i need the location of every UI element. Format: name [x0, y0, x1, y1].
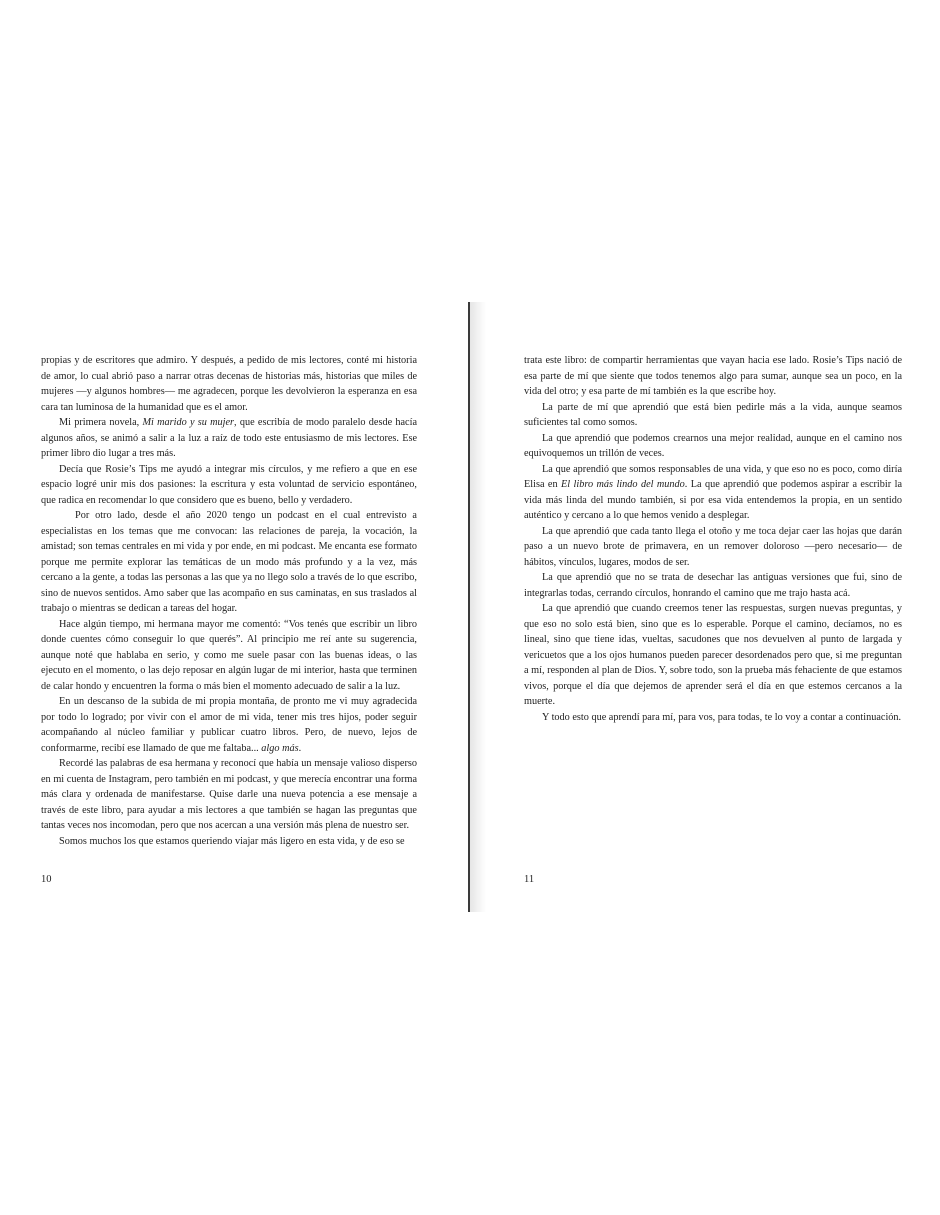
paragraph: Recordé las palabras de esa hermana y reconocí que había un mensaje valioso disperso en mi cuenta de Instagram, pero también en mi podcast, y que merecía encontrar una forma más clara y ordenada de manifestarse. Quise darle una nueva potencia a ese mensaje a través de este libro, para ayudar a mis lectores a que también se hagan las preguntas que tantas veces nos incomodan, pero que nos acercan a una versión más plena de nuestro ser.	[41, 758, 417, 831]
book-title-italic: Mi marido y su mujer	[142, 417, 235, 428]
paragraph: Por otro lado, desde el año 2020 tengo un podcast en el cual entrevisto a especialistas en los temas que me convocan: las relaciones de pareja, la vocación, la amistad; son temas centrales en mi vida y por ende, en mi podcast. Me encanta ese formato porque me permite explorar las temáticas de un modo más profundo y a la vez, más cercano a la gente, a todas las personas a las que ya no llego solo a través de lo que escribo, sino de nuevos sentidos. Amo saber que las acompaño en sus caminatas, en sus traslados al trabajo o mientras se dedican a tareas del hogar.	[41, 510, 417, 614]
book-gutter-shadow	[470, 302, 486, 912]
paragraph: Y todo esto que aprendí para mí, para vos, para todas, te lo voy a contar a continuación.	[542, 711, 902, 723]
paragraph	[524, 462, 902, 524]
left-page	[41, 353, 417, 849]
text-run: Mi primera novela,	[59, 417, 143, 428]
paragraph: La que aprendió que cuando creemos tener las respuestas, surgen nuevas preguntas, y que eso no solo está bien, sino que es lo esperable. Porque el camino, decíamos, no es lineal, sino que tiene idas, vueltas, sacudones que nos devuelven al punto de largada y vericuetos que a los ojos humanos pueden parecer desordenados pero que, si me preguntan a mí, responden al plan de Dios. Y, sobre todo, son la prueba más fehaciente de que estamos vivos, porque el día que dejemos de aprender será el día en que estemos cercanos a la muerte.	[524, 603, 902, 707]
page-number-left: 10	[41, 874, 52, 885]
paragraph: Hace algún tiempo, mi hermana mayor me comentó: “Vos tenés que escribir un libro donde cuentes cómo conseguir lo que querés”. Al principio me reí ante su sugerencia, aunque noté que hablaba en serio, y como me suele pasar con las buenas ideas, o las ejecuto en el momento, o las dejo reposar en algún lugar de mi interior, hasta que terminen de calar hondo y encuentren la forma o más bien el momento adecuado de salir a la luz.	[41, 618, 417, 692]
paragraph: La que aprendió que no se trata de desechar las antiguas versiones que fui, sino de integrarlas todas, cerrando círculos, honrando el camino que me trajo hasta acá.	[524, 572, 902, 599]
paragraph: La que aprendió que cada tanto llega el otoño y me toca dejar caer las hojas que darán paso a un nuevo brote de primavera, en un remover doloroso —pero necesario— de hábitos, vínculos, lugares, modos de ser.	[524, 525, 902, 568]
text-run: , que escribía de modo paralelo desde hacía algunos años, se animó a salir a la luz a raíz de todo este entusiasmo de mis lectores. Ese primer libro dio lugar a tres más.	[41, 417, 418, 459]
text-run: .	[298, 742, 302, 754]
text-run: En un descanso de la subida de mi propia montaña, de pronto me vi muy agradecida por todo lo logrado; por vivir con el amor de mi vida, tener mis tres hijos, poder seguir acompañando al núcleo familiar y publicar cuatro libros. Pero, de nuevo, lejos de conformarme, recibí ese llamado de que me faltaba...	[41, 696, 417, 754]
paragraph	[41, 694, 417, 756]
paragraph: La que aprendió que podemos crearnos una mejor realidad, aunque en el camino nos equivoquemos un trillón de veces.	[524, 432, 902, 459]
page-number-right: 11	[524, 874, 535, 885]
paragraph: trata este libro: de compartir herramientas que vayan hacia ese lado. Rosie’s Tips nació de esa parte de mí que siente que todos tenemos algo para sumar, aunque sea un poco, en la vida del otro; y esa parte de mí también es la que escribe hoy.	[524, 355, 902, 397]
text-run: . La que aprendió que podemos aspirar a escribir la vida más linda del mundo también, si por esa vida entendemos la propia, en un sentido auténtico y cercano a lo que hemos venido a desplegar.	[524, 479, 902, 521]
book-title-italic: El libro más lindo del mundo	[561, 479, 685, 490]
paragraph: Decía que Rosie’s Tips me ayudó a integrar mis círculos, y me refiero a que en ese espacio logré unir mis dos pasiones: la escritura y esta voluntad de servicio espontáneo, que radica en recomendar lo que considero que es bueno, bello y verdadero.	[41, 463, 417, 506]
emphasis-italic: algo más	[261, 742, 299, 754]
text-run: La que aprendió que somos responsables de una vida, y que eso no es poco, como diría Elisa en	[524, 463, 902, 490]
paragraph	[41, 415, 417, 462]
right-page	[524, 353, 902, 725]
paragraph: propias y de escritores que admiro. Y después, a pedido de mis lectores, conté mi historia de amor, lo cual abrió paso a narrar otras decenas de historias más, historias que miles de mujeres —y algunos hombres— me agradecen, porque les devolvieron la esperanza en esa cara tan luminosa de la humanidad que es el amor.	[41, 355, 417, 413]
paragraph: La parte de mí que aprendió que está bien pedirle más a la vida, aunque seamos suficientes tal como somos.	[524, 401, 902, 428]
paragraph: Somos muchos los que estamos queriendo viajar más ligero en esta vida, y de eso se	[59, 835, 405, 847]
